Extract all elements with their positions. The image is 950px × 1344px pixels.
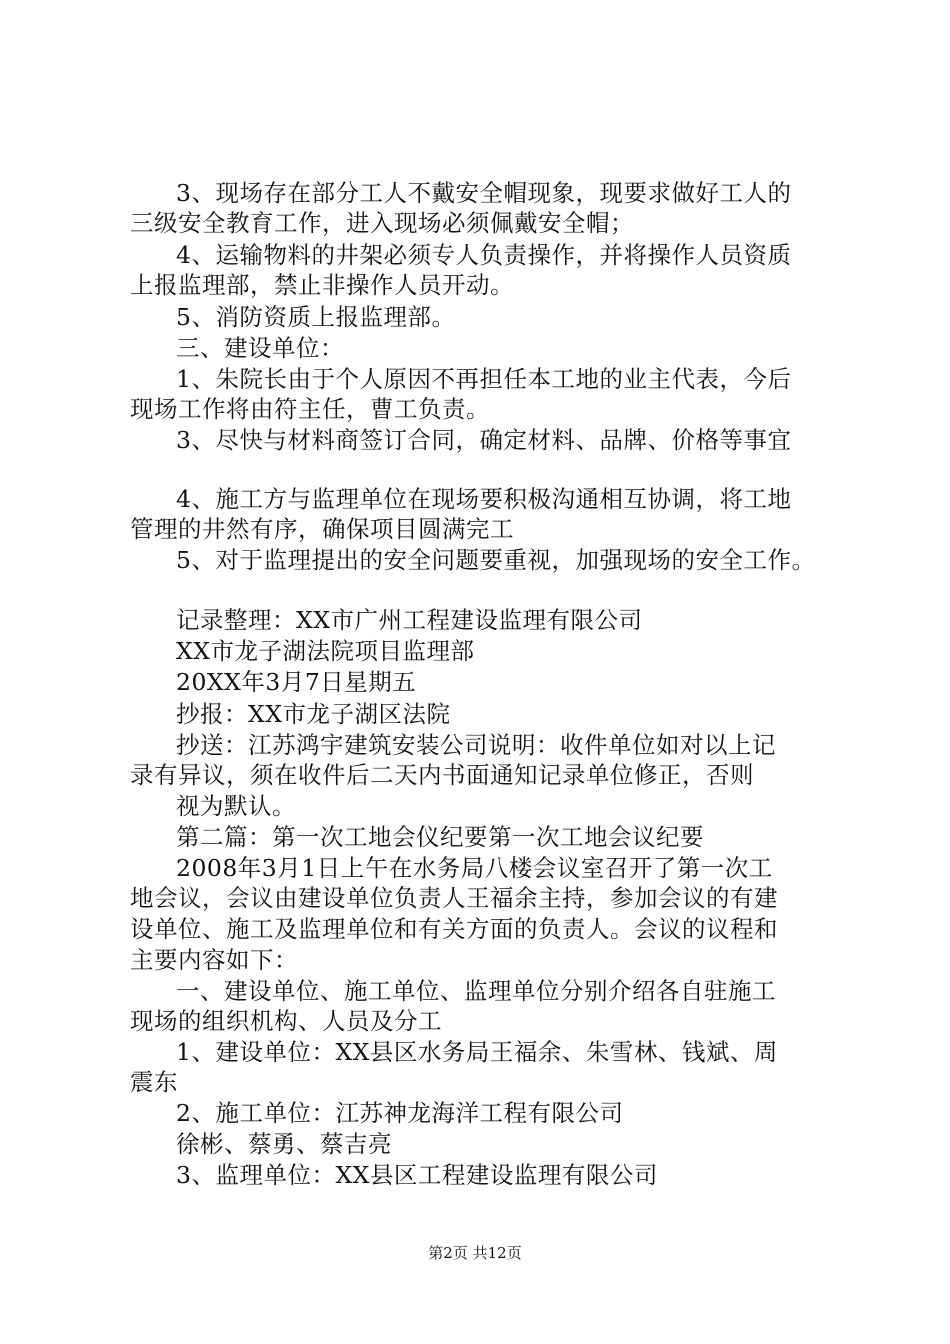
text-line: 4、运输物料的井架必须专人负责操作，并将操作人员资质 xyxy=(176,241,792,269)
text-line: 2、施工单位：江苏神龙海洋工程有限公司 xyxy=(176,1099,624,1127)
text-line: 现场工作将由符主任，曹工负责。 xyxy=(130,395,490,423)
text-line: 录有异议，须在收件后二天内书面通知记录单位修正，否则 xyxy=(130,761,754,789)
text-line: 一、建设单位、施工单位、监理单位分别介绍各自驻施工 xyxy=(176,977,776,1005)
chapter-title: 第二篇：第一次工地会仪纪要第一次工地会议纪要 xyxy=(176,823,704,851)
copy-to: 抄送：江苏鸿宇建筑安装公司说明：收件单位如对以上记 xyxy=(176,731,776,759)
text-line: 地会议，会议由建设单位负责人王福余主持，参加会议的有建 xyxy=(130,884,778,912)
text-line: 1、建设单位：XX县区水务局王福余、朱雪林、钱斌、周 xyxy=(176,1038,778,1066)
text-line: 3、监理单位：XX县区工程建设监理有限公司 xyxy=(176,1161,658,1189)
text-line: 视为默认。 xyxy=(176,792,296,820)
text-line: 上报监理部，禁止非操作人员开动。 xyxy=(130,271,514,299)
text-line: 3、尽快与材料商签订合同，确定材料、品牌、价格等事宜 xyxy=(176,426,792,454)
text-line: 设单位、施工及监理单位和有关方面的负责人。会议的议程和 xyxy=(130,915,778,943)
text-line: 1、朱院长由于个人原因不再担任本工地的业主代表，今后 xyxy=(176,365,792,393)
text-line: 徐彬、蔡勇、蔡吉亮 xyxy=(176,1130,392,1158)
record-date: 20XX年3月7日星期五 xyxy=(176,668,417,696)
text-line: 主要内容如下： xyxy=(130,946,298,974)
text-line: 管理的井然有序，确保项目圆满完工 xyxy=(130,515,514,543)
text-line: 震东 xyxy=(130,1068,178,1096)
text-line: 3、现场存在部分工人不戴安全帽现象，现要求做好工人的 xyxy=(176,179,792,207)
text-line: 现场的组织机构、人员及分工 xyxy=(130,1007,442,1035)
text-line: 5、对于监理提出的安全问题要重视，加强现场的安全工作。 xyxy=(176,546,816,574)
record-organizer: 记录整理：XX市广州工程建设监理有限公司 xyxy=(176,606,643,634)
project-department: XX市龙子湖法院项目监理部 xyxy=(176,637,475,665)
text-line: 三级安全教育工作，进入现场必须佩戴安全帽； xyxy=(130,209,634,237)
text-line: 2008年3月1日上午在水务局八楼会议室召开了第一次工 xyxy=(176,854,773,882)
text-line: 5、消防资质上报监理部。 xyxy=(176,303,456,331)
report-to: 抄报：XX市龙子湖区法院 xyxy=(176,700,451,728)
page-number-footer: 第2页 共12页 xyxy=(428,1244,522,1262)
text-line: 4、施工方与监理单位在现场要积极沟通相互协调，将工地 xyxy=(176,485,792,513)
section-heading: 三、建设单位： xyxy=(176,334,344,362)
